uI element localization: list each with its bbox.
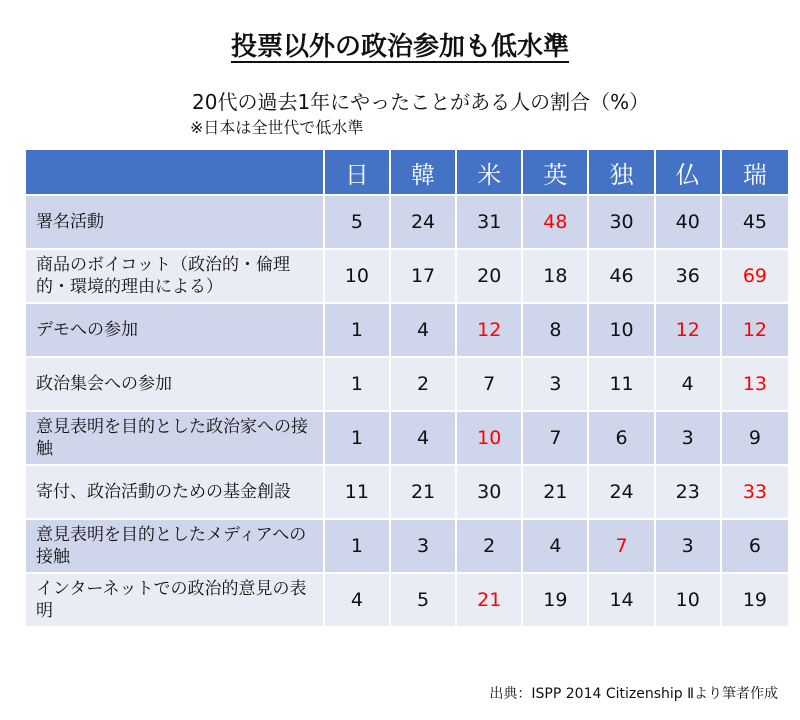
value-cell: 12 — [656, 304, 722, 358]
value-cell: 4 — [391, 412, 457, 466]
row-label: インターネットでの政治的意見の表明 — [26, 574, 325, 628]
column-header: 独 — [589, 150, 655, 196]
table-row — [26, 196, 788, 250]
column-header: 日 — [325, 150, 391, 196]
chart-note: ※日本は全世代で低水準 — [190, 118, 364, 137]
column-header: 韓 — [391, 150, 457, 196]
value-cell: 24 — [391, 196, 457, 250]
row-label: 署名活動 — [26, 196, 325, 250]
value-cell: 21 — [523, 466, 589, 520]
value-cell: 7 — [523, 412, 589, 466]
value-cell: 46 — [589, 250, 655, 304]
value-cell: 24 — [589, 466, 655, 520]
value-cell: 19 — [523, 574, 589, 628]
chart-subtitle: 20代の過去1年にやったことがある人の割合（%） — [192, 90, 650, 114]
value-cell: 10 — [656, 574, 722, 628]
value-cell: 6 — [589, 412, 655, 466]
table-row — [26, 520, 788, 574]
table-row — [26, 574, 788, 628]
row-label: 寄付、政治活動のための基金創設 — [26, 466, 325, 520]
value-cell: 19 — [722, 574, 788, 628]
column-header: 仏 — [656, 150, 722, 196]
data-table — [26, 150, 788, 628]
value-cell: 69 — [722, 250, 788, 304]
value-cell: 7 — [457, 358, 523, 412]
value-cell: 1 — [325, 304, 391, 358]
table-row — [26, 250, 788, 304]
table-body — [26, 196, 788, 628]
table-row — [26, 358, 788, 412]
value-cell: 40 — [656, 196, 722, 250]
table-row — [26, 466, 788, 520]
row-label: 政治集会への参加 — [26, 358, 325, 412]
value-cell: 30 — [589, 196, 655, 250]
table-row — [26, 412, 788, 466]
value-cell: 13 — [722, 358, 788, 412]
row-label: デモへの参加 — [26, 304, 325, 358]
value-cell: 1 — [325, 412, 391, 466]
value-cell: 8 — [523, 304, 589, 358]
value-cell: 2 — [391, 358, 457, 412]
row-label: 商品のボイコット（政治的・倫理的・環境的理由による） — [26, 250, 325, 304]
value-cell: 21 — [457, 574, 523, 628]
value-cell: 10 — [325, 250, 391, 304]
value-cell: 21 — [391, 466, 457, 520]
value-cell: 3 — [391, 520, 457, 574]
column-header: 米 — [457, 150, 523, 196]
value-cell: 3 — [656, 412, 722, 466]
value-cell: 4 — [656, 358, 722, 412]
table-row — [26, 304, 788, 358]
column-header: 瑞 — [722, 150, 788, 196]
value-cell: 1 — [325, 520, 391, 574]
value-cell: 4 — [523, 520, 589, 574]
value-cell: 9 — [722, 412, 788, 466]
value-cell: 1 — [325, 358, 391, 412]
header-row — [26, 150, 788, 196]
value-cell: 4 — [391, 304, 457, 358]
value-cell: 3 — [523, 358, 589, 412]
value-cell: 17 — [391, 250, 457, 304]
row-label: 意見表明を目的としたメディアへの接触 — [26, 520, 325, 574]
value-cell: 6 — [722, 520, 788, 574]
column-header: 英 — [523, 150, 589, 196]
value-cell: 33 — [722, 466, 788, 520]
row-label: 意見表明を目的とした政治家への接触 — [26, 412, 325, 466]
value-cell: 45 — [722, 196, 788, 250]
value-cell: 20 — [457, 250, 523, 304]
value-cell: 14 — [589, 574, 655, 628]
value-cell: 7 — [589, 520, 655, 574]
value-cell: 3 — [656, 520, 722, 574]
value-cell: 11 — [589, 358, 655, 412]
value-cell: 48 — [523, 196, 589, 250]
value-cell: 10 — [589, 304, 655, 358]
header-corner-cell — [26, 150, 325, 196]
value-cell: 10 — [457, 412, 523, 466]
source-note: 出典：ISPP 2014 Citizenship Ⅱより筆者作成 — [489, 686, 778, 702]
value-cell: 2 — [457, 520, 523, 574]
value-cell: 12 — [722, 304, 788, 358]
value-cell: 4 — [325, 574, 391, 628]
value-cell: 36 — [656, 250, 722, 304]
value-cell: 30 — [457, 466, 523, 520]
value-cell: 5 — [325, 196, 391, 250]
value-cell: 23 — [656, 466, 722, 520]
value-cell: 12 — [457, 304, 523, 358]
chart-title: 投票以外の政治参加も低水準 — [230, 32, 569, 62]
value-cell: 5 — [391, 574, 457, 628]
value-cell: 11 — [325, 466, 391, 520]
value-cell: 31 — [457, 196, 523, 250]
value-cell: 18 — [523, 250, 589, 304]
